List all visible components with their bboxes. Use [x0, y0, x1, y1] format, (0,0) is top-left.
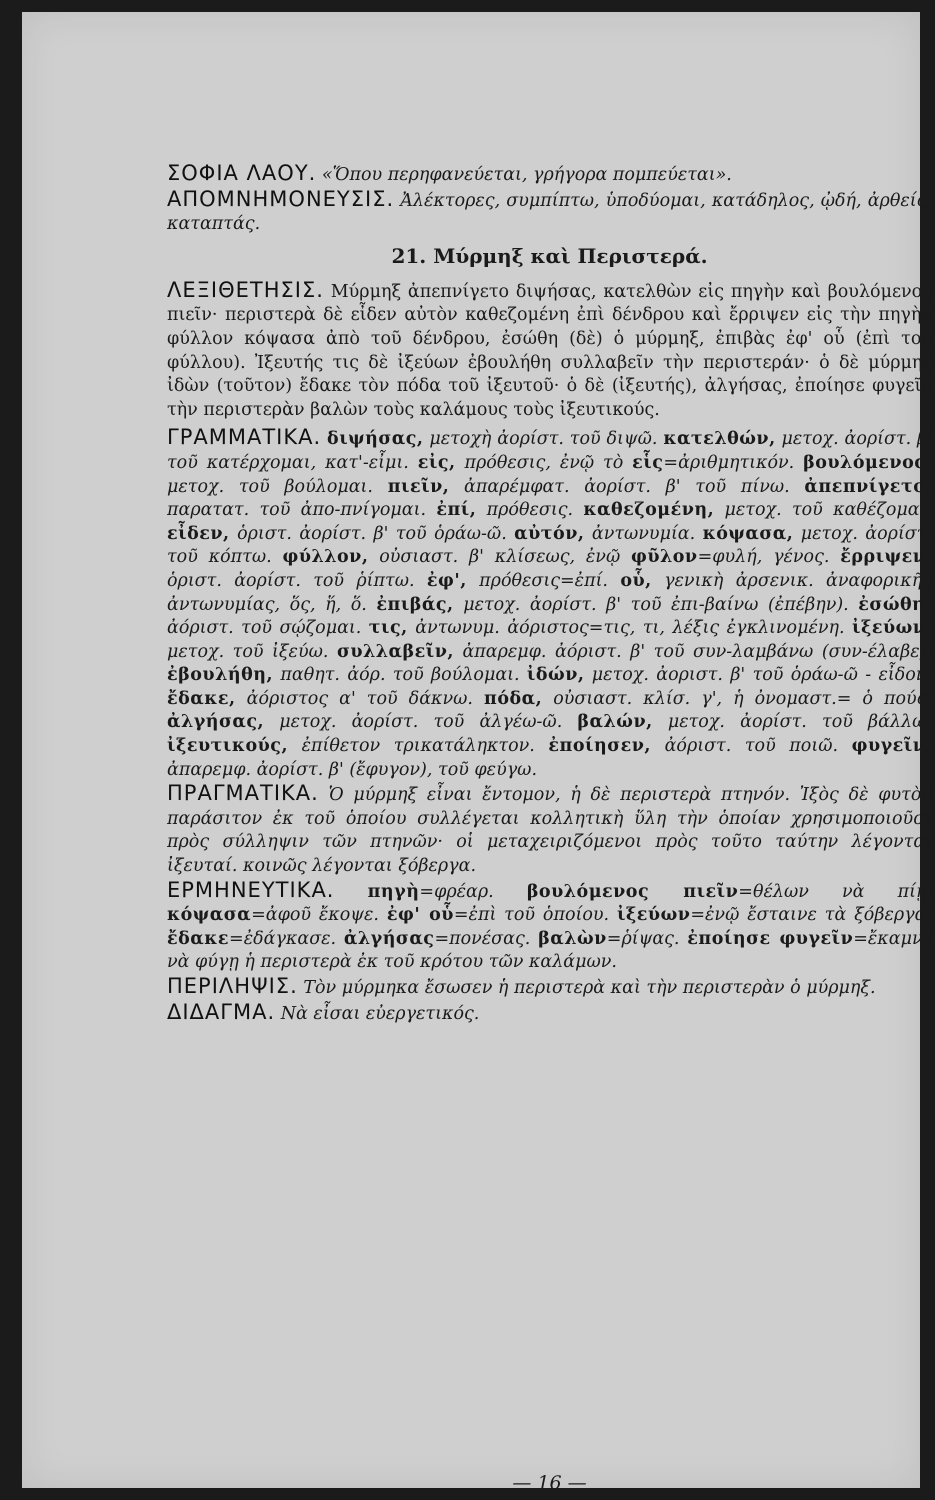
grammatika-term: πόδα, [484, 688, 543, 709]
ermineftika-term: ἀλγήσας [343, 928, 435, 949]
grammatika-gloss: ὁριστ. ἀορίστ. β' τοῦ ὁράω-ῶ. [229, 523, 515, 544]
grammatika-gloss: μετοχ. ἀορίστ. τοῦ κόπτω. [167, 523, 932, 568]
perilipsis-paragraph [167, 975, 932, 1001]
lexithetisis-heading: ΛΕΞΙΘΕΤΗΣΙΣ. [167, 277, 324, 302]
grammatika-term: ἀλγήσας, [167, 712, 265, 733]
grammatika-gloss: γενικὴ ἀρσενικ. ἀναφορικῆς ἀντωνυμίας, ὅς, ἥ, ὅ. [167, 570, 932, 615]
sofia-laou-paragraph [167, 162, 932, 188]
grammatika-term: ἐπιβάς, [376, 594, 454, 615]
grammatika-gloss: μετοχ. ἀορίστ. β' τοῦ κατέρχομαι, κατ'-εἶμι. [167, 429, 932, 473]
pragmatika-text: Ὁ μύρμηξ εἶναι ἔντομον, ἡ δὲ περιστερὰ πτηνόν. Ἰξὸς δὲ φυτὸν παράσιτον ἐκ τοῦ ὁποίου συλλέγεται κολλητικὴ ὕλη τὴν ὁποίαν χρησιμοποιοῦσι πρὸς σύλληψιν τῶν πτηνῶν· οἱ μεταχειριζόμενοι πρὸς τοῦτο ταύτην λέγονται ἰξευταί. κοινῶς λέγονται ξόβεργα. [167, 785, 932, 877]
grammatika-term: ἔρριψεν, [840, 547, 932, 568]
grammatika-term: εἷς [632, 452, 664, 473]
grammatika-gloss: παθητ. ἀόρ. τοῦ βούλομαι. [273, 665, 527, 686]
grammatika-term: διψήσας, [327, 429, 424, 450]
ermineftika-heading: ΕΡΜΗΝΕΥΤΙΚΑ. [167, 877, 335, 902]
grammatika-gloss: ἀόριστ. τοῦ σῴζομαι. [167, 618, 369, 639]
grammatika-gloss: μετοχ. τοῦ ἰξεύω. [167, 641, 337, 662]
grammatika-gloss: μετοχ. ἀοριστ. β' τοῦ ὁράω-ῶ - εἶδον. [584, 665, 932, 686]
grammatika-term: κόψασα, [702, 523, 794, 544]
grammatika-gloss: =ἀριθμητικόν. [663, 452, 804, 473]
grammatika-gloss: μετοχ. ἀορίστ. τοῦ βάλλω. [652, 712, 932, 733]
ermineftika-term: κόψασα [167, 905, 252, 926]
grammatika-term: βουλόμενος, [803, 452, 932, 473]
sofia-laou-heading: ΣΟΦΙΑ ΛΑΟΥ. [167, 161, 317, 185]
grammatika-gloss: ἐπίθετον τρικατάληκτον. [288, 736, 549, 757]
ermineftika-term: ἰξεύων [616, 905, 691, 926]
page-number: — 16 — [512, 1472, 587, 1494]
grammatika-gloss: μετοχὴ ἀορίστ. τοῦ διψῶ. [423, 429, 664, 450]
grammatika-term: καθεζομένη, [583, 500, 715, 521]
grammatika-term: εἰς, [417, 452, 456, 473]
grammatika-gloss: ἀπαρεμφ. ἀόριστ. β' τοῦ συν-λαμβάνω (συν-έλαβε). [453, 641, 932, 662]
grammatika-term: ἐβουλήθη, [167, 665, 274, 686]
ermineftika-gloss: =ἐπὶ τοῦ ὁποίου. [453, 905, 617, 926]
book-page [22, 12, 932, 1494]
ermineftika-gloss: =ἀφοῦ ἔκοψε. [251, 905, 387, 926]
ermineftika-term: ἐφ' οὗ [386, 905, 454, 926]
grammatika-gloss: ἀπαρέμφατ. ἀορίστ. β' τοῦ πίνω. [449, 476, 805, 497]
grammatika-term: βαλών, [577, 712, 653, 733]
lesson-title: 21. Μύρμηξ καὶ Περιστερά. [391, 243, 708, 268]
grammatika-gloss: μετοχ. τοῦ βούλομαι. [167, 476, 388, 497]
grammatika-term: ἰδών, [526, 665, 585, 686]
grammatika-gloss: ἀόριστος α' τοῦ δάκνω. [235, 688, 485, 709]
grammatika-term: ἔδακε, [167, 688, 236, 709]
ermineftika-term: βαλὼν [538, 928, 607, 949]
lexithetisis-paragraph [167, 279, 932, 423]
pragmatika-heading: ΠΡΑΓΜΑΤΙΚΑ. [167, 781, 319, 806]
sofia-laou-text: «Ὅπου περηφανεύεται, γρήγορα πομπεύεται». [321, 165, 732, 185]
grammatika-term: πιεῖν, [387, 476, 450, 497]
grammatika-term: οὗ, [620, 570, 652, 591]
grammatika-paragraph [167, 426, 932, 782]
ermineftika-term: ἐποίησε φυγεῖν [687, 928, 854, 949]
apomnimoneysis-heading: ΑΠΟΜΝΗΜΟΝΕΥΣΙΣ. [167, 186, 395, 211]
ermineftika-gloss: =ἐδάγκασε. [229, 928, 344, 949]
apomnimoneysis-text: Ἀλέκτορες, συμπίπτω, ὑποδύομαι, κατάδηλος, ᾠδή, ἀρθείς, καταπτάς. [167, 190, 932, 235]
ermineftika-gloss: =πονέσας. [434, 928, 539, 949]
grammatika-term: κατελθών, [663, 429, 776, 450]
grammatika-gloss: παρατατ. τοῦ ἀπο-πνίγομαι. [167, 500, 437, 521]
grammatika-gloss: =φυλή, γένος. [697, 547, 841, 568]
lexithetisis-text: Μύρμηξ ἀπεπνίγετο διψήσας, κατελθὼν εἰς πηγὴν καὶ βουλόμενος πιεῖν· περιστερὰ δὲ εἶδεν αὐτὸν καθεζομένη ἐπὶ δένδρου καὶ ἔρριψεν εἰς τὴν πηγὴν φύλλον κόψασα ἀπὸ τοῦ δένδρου, ἐσώθη (δὲ) ὁ μύρμηξ, ἐπιβὰς ἐφ' οὗ (ἐπὶ τοῦ φύλλου). Ἰξευτής τις δὲ ἰξεύων ἐβουλήθη συλλαβεῖν τὴν περιστεράν· ὁ δὲ μύρμηξ ἰδὼν (τοῦτον) ἔδακε τὸν πόδα τοῦ ἰξευτοῦ· ὁ δὲ (ἰξευτής), ἀλγήσας, ἐποίησε φυγεῖν τὴν περιστερὰν βαλὼν τοὺς καλάμους τοὺς ἰξευτικούς. [167, 281, 932, 420]
pragmatika-paragraph [167, 782, 932, 878]
grammatika-term: ἰξευτικούς, [167, 736, 289, 757]
grammatika-term: συλλαβεῖν, [336, 641, 454, 662]
grammatika-text [167, 429, 932, 779]
grammatika-gloss: οὐσιαστ. β' κλίσεως, ἐνῷ [368, 547, 632, 568]
grammatika-gloss: οὐσιαστ. κλίσ. γ', ἡ ὀνομαστ.= ὁ πούς. [542, 688, 932, 709]
grammatika-heading: ΓΡΑΜΜΑΤΙΚΑ. [167, 425, 322, 450]
grammatika-term: φῦλον [631, 547, 698, 568]
grammatika-gloss: ἀντωνυμία. [584, 523, 703, 544]
grammatika-term: φυγεῖν, [851, 736, 932, 757]
grammatika-term: ἐπί, [436, 500, 477, 521]
ermineftika-gloss: =φρέαρ. [419, 881, 527, 902]
grammatika-gloss: πρόθεσις. [476, 500, 584, 521]
didagma-text: Νὰ εἶσαι εὐεργετικός. [280, 1003, 480, 1024]
ermineftika-paragraph [167, 879, 932, 975]
grammatika-term: φύλλον, [282, 547, 369, 568]
apomnimoneysis-paragraph [167, 188, 932, 237]
grammatika-term: αὐτόν, [514, 523, 585, 544]
grammatika-gloss: μετοχ. τοῦ καθέζομαι. [714, 500, 932, 521]
ermineftika-gloss: =θέλων νὰ πίῃ. [738, 881, 932, 902]
grammatika-gloss: ἀπαρεμφ. ἀορίστ. β' (ἔφυγον), τοῦ φεύγω. [167, 759, 538, 780]
grammatika-gloss: ἀντωνυμ. ἀόριστος=τις, τι, λέξις ἐγκλινομένη. [407, 618, 852, 639]
grammatika-term: τις, [368, 618, 408, 639]
grammatika-gloss: μετοχ. ἀορίστ. β' τοῦ ἐπι-βαίνω (ἐπέβην). [453, 594, 859, 615]
didagma-paragraph [167, 1001, 932, 1027]
grammatika-term: ἰξεύων, [851, 618, 932, 639]
perilipsis-heading: ΠΕΡΙΛΗΨΙΣ. [167, 974, 298, 998]
grammatika-gloss: ἀόριστ. τοῦ ποιῶ. [651, 736, 852, 757]
grammatika-term: ἐφ', [426, 570, 467, 591]
grammatika-term: ἐποίησεν, [548, 736, 652, 757]
grammatika-gloss: ὁριστ. ἀορίστ. τοῦ ῥίπτω. [167, 570, 427, 591]
grammatika-gloss: πρόθεσις, ἐνῷ τὸ [455, 452, 633, 473]
didagma-heading: ΔΙΔΑΓΜΑ. [167, 999, 276, 1024]
ermineftika-term: ἔδακε [167, 928, 230, 949]
grammatika-term: ἐσώθη, [858, 594, 932, 615]
ermineftika-gloss: =ῥίψας. [606, 928, 688, 949]
grammatika-gloss: μετοχ. ἀορίστ. τοῦ ἀλγέω-ῶ. [264, 712, 578, 733]
grammatika-term: ἀπεπνίγετο, [804, 476, 932, 497]
perilipsis-text: Τὸν μύρμηκα ἔσωσεν ἡ περιστερὰ καὶ τὴν περιστερὰν ὁ μύρμηξ. [303, 978, 876, 998]
page-content [167, 161, 932, 1494]
ermineftika-gloss: =ἔκαμνε νὰ φύγῃ ἡ περιστερὰ ἐκ τοῦ κρότου τῶν καλάμων. [167, 928, 932, 973]
ermineftika-term: βουλόμενος πιεῖν [526, 881, 739, 902]
grammatika-term: εἶδεν, [167, 523, 230, 544]
ermineftika-gloss: =ἐνῷ ἔσταινε τὰ ξόβεργα. [690, 905, 932, 926]
grammatika-gloss: πρόθεσις=ἐπί. [466, 570, 621, 591]
ermineftika-term: πηγὴ [367, 881, 420, 902]
